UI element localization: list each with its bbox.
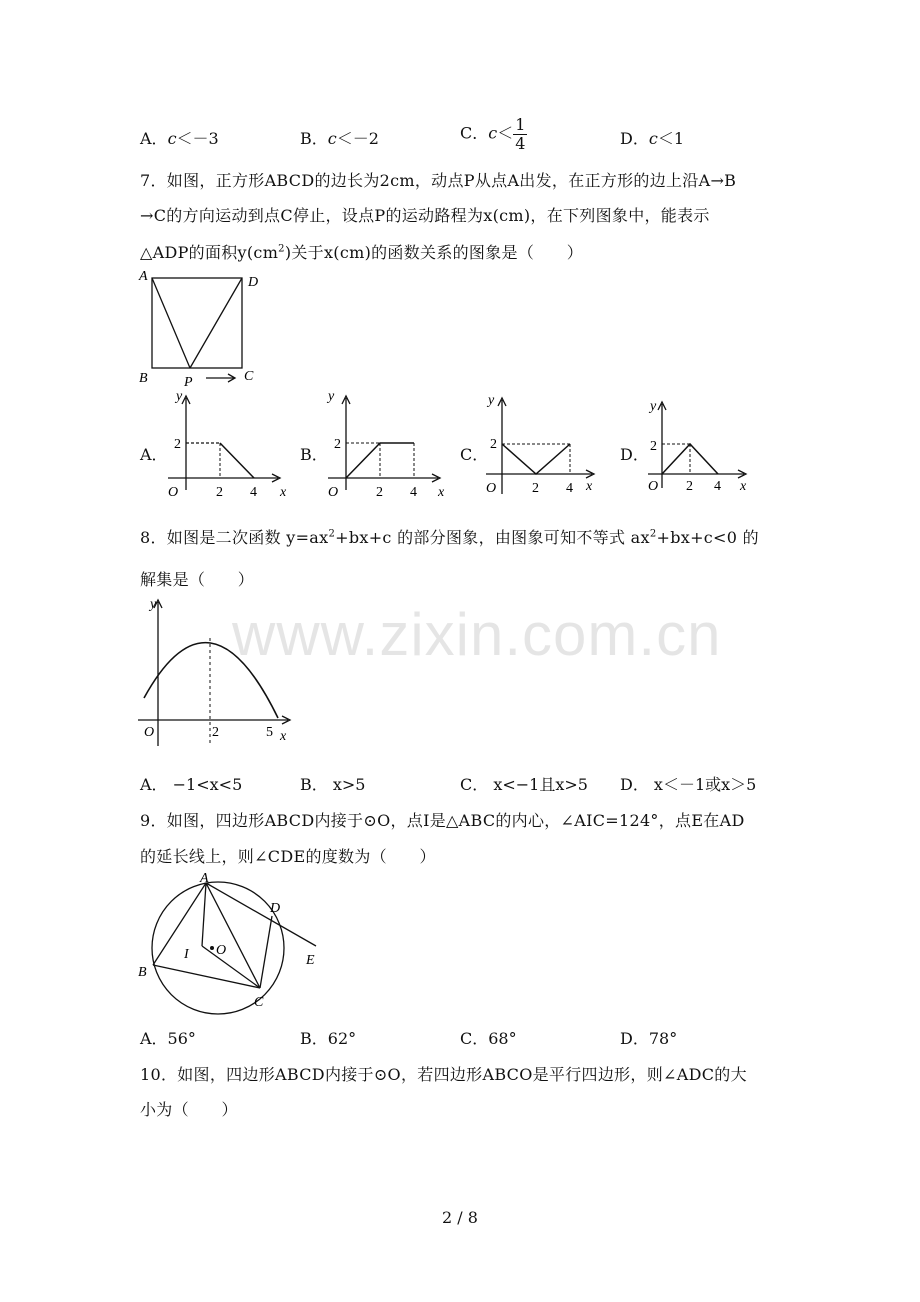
fraction-numerator: 1 xyxy=(515,115,526,134)
point-d-label: D xyxy=(270,901,281,916)
q7-option-b-label: B． xyxy=(300,445,328,464)
point-b-label: B xyxy=(138,965,147,980)
segment-dp xyxy=(190,278,242,368)
origin-label: O xyxy=(168,485,179,500)
q6-option-b-label: B． xyxy=(300,129,328,148)
origin-label: O xyxy=(648,479,659,494)
q7-line-3-sup: 2 xyxy=(278,243,285,255)
tick-2-y: 2 xyxy=(490,437,497,452)
graph-line xyxy=(502,444,570,474)
y-label: y xyxy=(328,389,335,404)
q7-line-3-post: )关于x(cm)的函数关系的图象是（ ） xyxy=(284,243,584,262)
point-e-label: E xyxy=(306,953,315,968)
q6-option-b-text: ＜－2 xyxy=(336,129,379,148)
q6-option-d xyxy=(620,126,684,149)
tick-4-x: 4 xyxy=(410,485,417,500)
point-c-label: C xyxy=(254,995,264,1010)
segment-cd xyxy=(260,916,272,988)
tick-2-x: 2 xyxy=(216,485,223,500)
y-label: y xyxy=(176,389,183,404)
q8-line-1 xyxy=(140,525,759,548)
tick-2: 2 xyxy=(212,725,219,740)
tick-2-x: 2 xyxy=(686,479,693,494)
q6-option-a xyxy=(140,126,219,149)
square-abcd xyxy=(152,278,242,368)
tick-4-x: 4 xyxy=(714,479,721,494)
q6-option-d-var: c xyxy=(648,129,658,148)
x-label: x xyxy=(586,479,593,494)
q6-option-d-text: ＜1 xyxy=(657,129,684,148)
q10-line-2: 小为（ ） xyxy=(140,1100,238,1119)
y-label: y xyxy=(650,399,657,414)
tick-2-x: 2 xyxy=(532,481,539,496)
q8-line-2: 解集是（ ） xyxy=(140,570,255,589)
q8-line-1-mid: +bx+c 的部分图象，由图象可知不等式 ax xyxy=(335,528,650,547)
point-p-label: P xyxy=(184,375,193,390)
tick-4-x: 4 xyxy=(566,481,573,496)
q8-option-a: A． −1<x<5 xyxy=(140,775,243,794)
q7-graph-c xyxy=(480,390,615,500)
q7-option-a-label: A． xyxy=(140,445,168,464)
q6-option-b-var: c xyxy=(327,129,337,148)
vertex-b-label: B xyxy=(139,371,148,386)
vertex-a-label: A xyxy=(139,269,148,284)
tick-2-y: 2 xyxy=(334,437,341,452)
q9-option-c: C．68° xyxy=(460,1029,517,1048)
q7-line-3 xyxy=(140,240,583,263)
q6-option-c-label: C． xyxy=(460,123,489,143)
q7-graph-b xyxy=(320,388,455,504)
q8-line-1-pre: 8．如图是二次函数 y=ax xyxy=(140,528,329,547)
q10-line-1: 10．如图，四边形ABCD内接于⊙O，若四边形ABCO是平行四边形，则∠ADC的大 xyxy=(140,1065,747,1084)
q6-option-c-var: c xyxy=(488,123,498,143)
tick-4-x: 4 xyxy=(250,485,257,500)
q8-option-b: B． x>5 xyxy=(300,775,366,794)
x-label: x xyxy=(280,485,287,500)
y-label: y xyxy=(150,597,157,612)
q9-line-1: 9．如图，四边形ABCD内接于⊙O，点I是△ABC的内心，∠AIC=124°，点E在AD xyxy=(140,811,745,830)
point-o-label: O xyxy=(216,943,227,958)
q8-option-c: C． x<−1且x>5 xyxy=(460,775,588,794)
graph-line xyxy=(220,443,254,478)
point-a-label: A xyxy=(200,871,209,886)
x-label: x xyxy=(438,485,445,500)
q7-square-figure xyxy=(134,268,274,390)
q9-circle-figure xyxy=(134,868,334,1018)
q6-option-a-label: A． xyxy=(140,129,168,148)
q6-option-a-text: ＜－3 xyxy=(176,129,219,148)
q7-line-1: 7．如图，正方形ABCD的边长为2cm，动点P从点A出发，在正方形的边上沿A→B xyxy=(140,171,737,190)
q6-option-c xyxy=(460,116,527,152)
q9-option-d: D．78° xyxy=(620,1029,678,1048)
tick-2-x: 2 xyxy=(376,485,383,500)
q6-option-c-fraction xyxy=(513,116,527,152)
q9-line-2: 的延长线上，则∠CDE的度数为（ ） xyxy=(140,847,436,866)
q8-option-d: D． x＜－1或x＞5 xyxy=(620,775,757,794)
q6-option-d-label: D． xyxy=(620,129,649,148)
y-label: y xyxy=(488,393,495,408)
q9-option-a: A．56° xyxy=(140,1029,196,1048)
q8-sup-1: 2 xyxy=(328,528,336,540)
q8-line-1-post: +bx+c<0 的 xyxy=(656,528,759,547)
origin-label: O xyxy=(328,485,339,500)
watermark: www.zixin.com.cn xyxy=(232,601,722,668)
q7-option-c-label: C． xyxy=(460,445,489,464)
x-label: x xyxy=(740,479,747,494)
x-label: x xyxy=(280,729,287,744)
segment-ab xyxy=(153,883,206,965)
q6-option-c-text: ＜ xyxy=(497,123,514,143)
origin-label: O xyxy=(144,725,155,740)
q7-graph-a xyxy=(160,388,295,504)
q9-option-b: B．62° xyxy=(300,1029,357,1048)
q6-option-b xyxy=(300,126,379,149)
tick-2-y: 2 xyxy=(650,439,657,454)
center-dot xyxy=(210,946,214,950)
tick-2-y: 2 xyxy=(174,437,181,452)
origin-label: O xyxy=(486,481,497,496)
fraction-denominator: 4 xyxy=(515,133,526,153)
q7-line-2: →C的方向运动到点C停止，设点P的运动路程为x(cm)，在下列图象中，能表示 xyxy=(140,206,710,225)
segment-ap xyxy=(152,278,190,368)
vertex-d-label: D xyxy=(248,275,259,290)
q7-option-d-label: D． xyxy=(620,445,649,464)
q8-sup-2: 2 xyxy=(649,528,657,540)
q7-graph-d xyxy=(640,394,770,498)
vertex-c-label: C xyxy=(244,369,254,384)
tick-5: 5 xyxy=(266,725,273,740)
segment-ai xyxy=(202,883,206,946)
point-i-label: I xyxy=(184,947,189,962)
q7-line-3-pre: △ADP的面积y(cm xyxy=(140,243,279,262)
q6-option-a-var: c xyxy=(167,129,177,148)
page-number: 2 / 8 xyxy=(442,1208,478,1227)
